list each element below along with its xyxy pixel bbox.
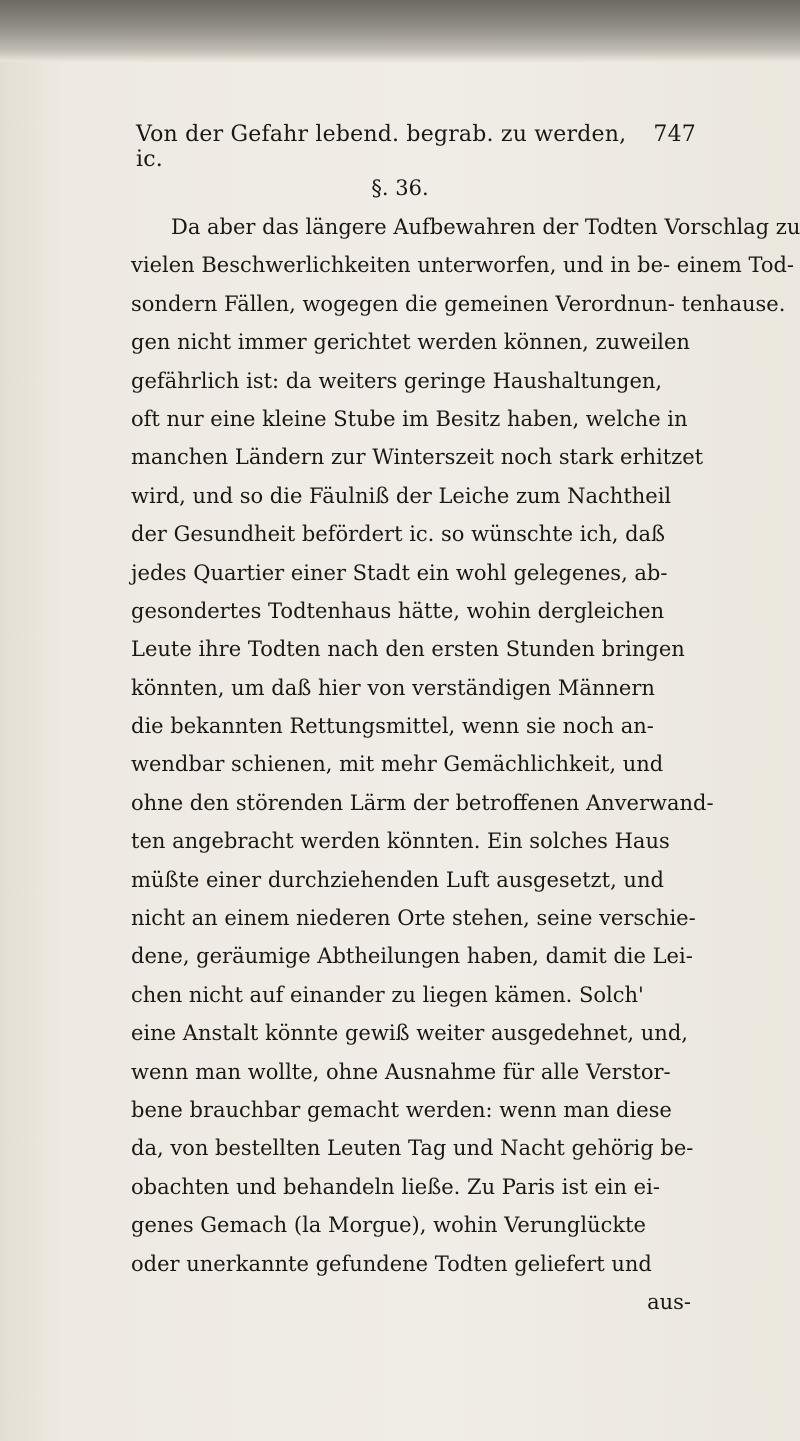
text-line: wird, und so die Fäulniß der Leiche zum Nachtheil	[131, 483, 672, 508]
text-line: wenn man wollte, ohne Ausnahme für alle Verstor-	[131, 1059, 671, 1084]
text-line: oft nur eine kleine Stube im Besitz haben, welche in	[131, 406, 688, 431]
text-line: könnten, um daß hier von verständigen Männern	[131, 675, 655, 700]
text-line: nicht an einem niederen Orte stehen, seine verschie-	[131, 906, 696, 931]
text-line: müßte einer durchziehenden Luft ausgesetzt, und	[131, 867, 664, 892]
text-line: gesondertes Todtenhaus hätte, wohin dergleichen	[131, 598, 665, 623]
text-line: obachten und behandeln ließe. Zu Paris ist ein ei-	[131, 1174, 660, 1199]
text-line: manchen Ländern zur Winterszeit noch stark erhitzet	[131, 445, 704, 470]
running-title: Von der Gefahr lebend. begrab. zu werden, ic.	[136, 122, 627, 172]
text-line: Da aber das längere Aufbewahren der Todten Vorschlag zu	[171, 215, 800, 239]
text-line: da, von bestellten Leuten Tag und Nacht gehörig be-	[131, 1136, 694, 1161]
body-text	[131, 208, 800, 1321]
text-line: ohne den störenden Lärm der betroffenen Anverwand-	[131, 790, 714, 815]
text-line: jedes Quartier einer Stadt ein wohl gelegenes, ab-	[131, 560, 668, 585]
text-line: chen nicht auf einander zu liegen kämen. Solch'	[131, 982, 644, 1007]
running-header	[136, 122, 696, 172]
text-line: dene, geräumige Abtheilungen haben, damit die Lei-	[131, 944, 693, 969]
text-line: wendbar schienen, mit mehr Gemächlichkeit, und	[131, 752, 664, 777]
text-line: genes Gemach (la Morgue), wohin Verunglückte	[131, 1213, 646, 1238]
text-line: die bekannten Rettungsmittel, wenn sie noch an-	[131, 714, 654, 739]
text-line: gen nicht immer gerichtet werden können, zuweilen	[131, 330, 690, 355]
text-line: ten angebracht werden könnten. Ein solches Haus	[131, 829, 670, 854]
text-line: Leute ihre Todten nach den ersten Stunden bringen	[131, 637, 685, 662]
text-line: vielen Beschwerlichkeiten unterworfen, und in be- einem Tod-	[131, 253, 795, 278]
section-number: §. 36.	[371, 176, 429, 200]
text-line: gefährlich ist: da weiters geringe Haushaltungen,	[131, 368, 663, 393]
text-line: der Gesundheit befördert ic. so wünschte ich, daß	[131, 522, 666, 547]
scan-shadow	[0, 0, 800, 62]
catchword: aus-	[647, 1289, 691, 1314]
text-line: eine Anstalt könnte gewiß weiter ausgedehnet, und,	[131, 1021, 688, 1046]
page-number: 747	[653, 122, 696, 147]
text-line: sondern Fällen, wogegen die gemeinen Verordnun- tenhause.	[131, 291, 786, 316]
text-line: oder unerkannte gefundene Todten geliefert und	[131, 1251, 652, 1276]
text-line: bene brauchbar gemacht werden: wenn man diese	[131, 1097, 672, 1122]
